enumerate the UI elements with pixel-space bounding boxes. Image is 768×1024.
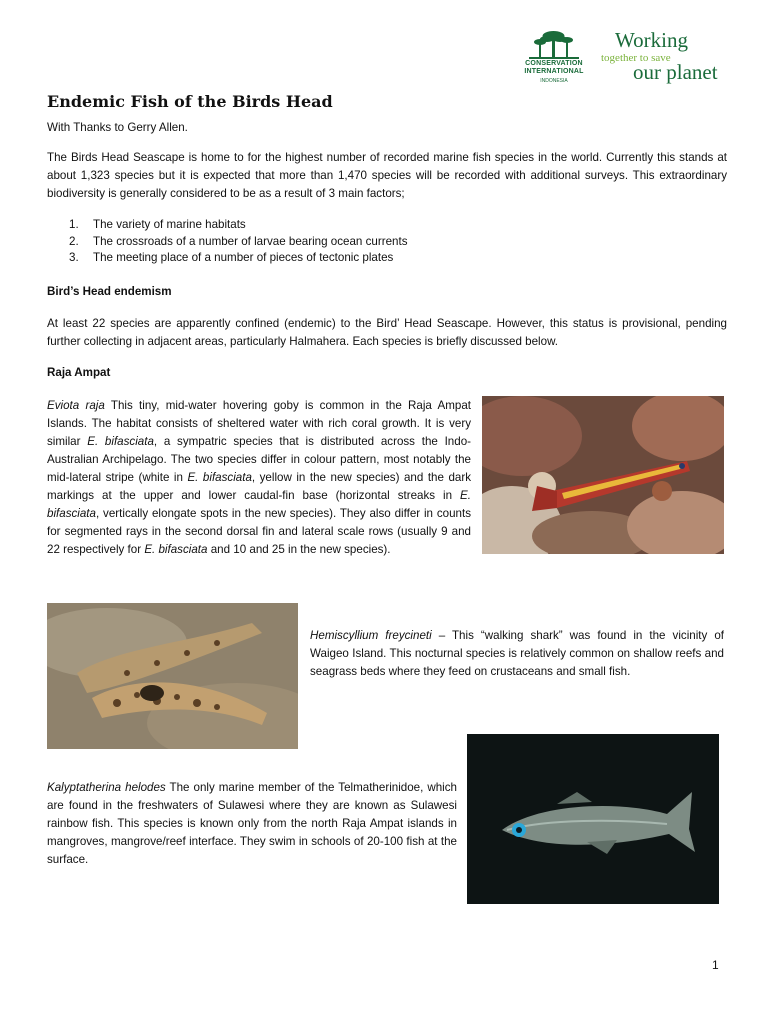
text-segment: and 10 and 25 in the new species). (207, 543, 391, 556)
tagline-working: Working (615, 28, 688, 52)
goby-photo (482, 396, 724, 554)
list-item (69, 250, 669, 267)
factors-list (69, 217, 669, 267)
section-heading-raja-ampat: Raja Ampat (47, 366, 111, 379)
species-kalyptatherina-paragraph (47, 779, 457, 869)
text-segment: , a sympatric species that is distributed across the Indo-Australian Archipelago. The two species differ in colour pattern, most notably the mid-lateral stripe (white in (47, 435, 471, 484)
walking-shark-photo (47, 603, 298, 749)
species-description: – This “walking shark” was found in the vicinity of Waigeo Island. This nocturnal species is relatively common on shallow reefs and seagrass beds where they feed on crustaceans and small fish. (310, 629, 725, 678)
page-number: 1 (712, 958, 719, 972)
tagline-together: together to save (601, 52, 671, 64)
section-heading-endemism: Bird’s Head endemism (47, 285, 172, 298)
species-name: Kalyptatherina helodes (47, 781, 166, 794)
logo-org-line2: INTERNATIONAL (524, 68, 584, 75)
endemism-paragraph: At least 22 species are apparently confined (endemic) to the Bird’ Head Seascape. However, this status is provisional, pending further collecting in adjacent areas, particularly Halmahera. Each species is briefly discussed below. (47, 317, 727, 348)
list-number: 3. (69, 251, 79, 264)
species-ref: E. bifasciata (187, 471, 252, 484)
logo-org-line1: CONSERVATION (525, 60, 583, 67)
list-text: The crossroads of a number of larvae bearing ocean currents (93, 234, 408, 248)
acknowledgement: With Thanks to Gerry Allen. (47, 121, 188, 134)
species-ref: E. bifasciata (47, 489, 471, 520)
logo-org-name (515, 60, 593, 76)
document-title: Endemic Fish of the Birds Head (47, 92, 333, 111)
species-eviota-raja-paragraph (47, 397, 471, 559)
text-segment: , vertically elongate spots in the new species). They also differ in counts for segmented rays in the second dorsal fin and lateral scale rows (usually 9 and 22 respectively for (47, 507, 471, 556)
list-item (69, 217, 669, 234)
intro-paragraph: The Birds Head Seascape is home to for the highest number of recorded marine fish species in the world. Currently this stands at about 1,323 species but it is expected that more than 1,470 species will be recorded with additional surveys. This extraordinary biodiversity is generally considered to be as a result of 3 main factors; (47, 151, 727, 200)
logo-country: INDONESIA (540, 78, 568, 84)
list-text: The meeting place of a number of pieces of tectonic plates (93, 251, 394, 264)
list-number: 2. (69, 234, 79, 248)
list-number: 1. (69, 218, 79, 231)
text-segment: This tiny, mid-water hovering goby is common in the Raja Ampat Islands. The habitat consists of sheltered water with rich coral growth. It is very similar (47, 399, 472, 448)
species-ref: E. bifasciata (87, 435, 154, 448)
rainbowfish-photo (467, 734, 719, 904)
list-item (69, 234, 669, 251)
species-name: Hemiscyllium freycineti (310, 629, 432, 642)
list-text: The variety of marine habitats (93, 218, 246, 231)
species-hemiscyllium-paragraph (310, 627, 724, 681)
conservation-international-logo (515, 26, 740, 92)
tagline-planet: our planet (633, 60, 718, 84)
species-description: The only marine member of the Telmatherinidoe, which are found in the freshwaters of Sulawesi where they are known as Sulawesi rainbow fish. This species is known only from the north Raja Ampat islands in mangroves, mangrove/reef interface. They swim in schools of 20-100 fish at the surface. (47, 781, 457, 866)
species-ref: E. bifasciata (144, 543, 208, 556)
text-segment: , yellow in the new species) and the dark markings at the upper and lower caudal-fin base (horizontal streaks in (47, 471, 471, 502)
species-name: Eviota raja (47, 399, 105, 412)
